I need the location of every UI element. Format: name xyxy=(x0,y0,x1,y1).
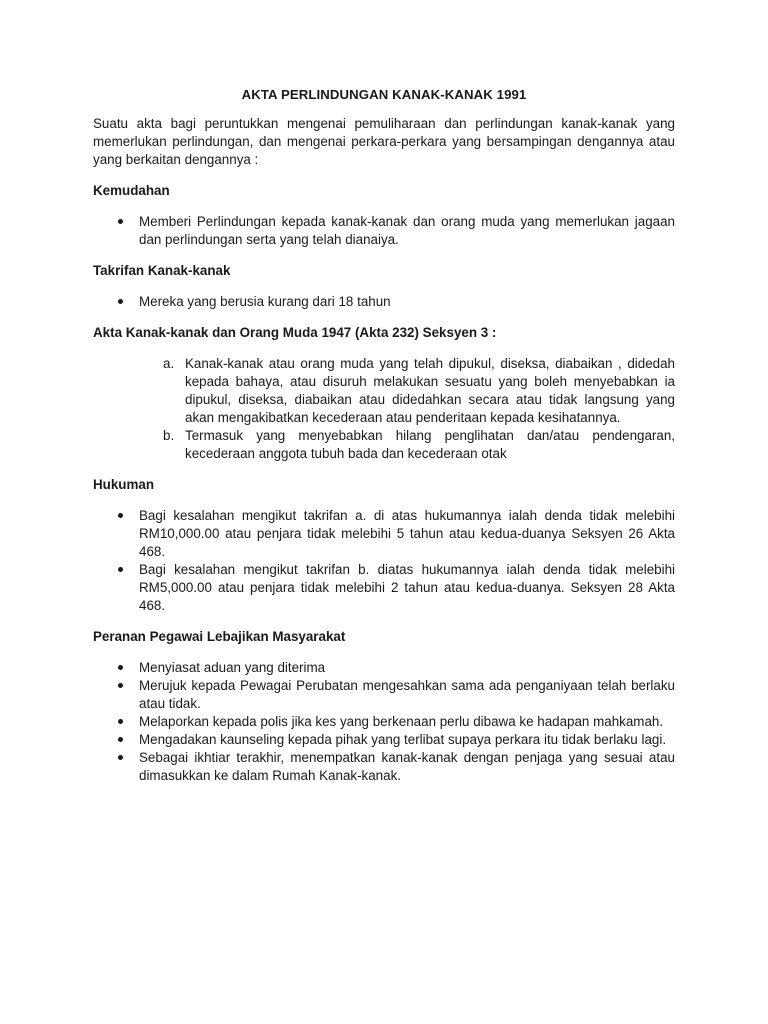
bullet-icon xyxy=(118,567,123,572)
intro-paragraph: Suatu akta bagi peruntukkan mengenai pemuliharaan dan perlindungan kanak-kanak yang memerlukan perlindungan, dan mengenai perkara-perkara yang bersampingan dengannya atau yang berkaitan dengannya : xyxy=(93,116,675,167)
heading-peranan: Peranan Pegawai Lebajikan Masyarakat xyxy=(93,629,346,644)
bullet-icon xyxy=(118,719,123,724)
heading-kemudahan: Kemudahan xyxy=(93,183,170,198)
document-title: AKTA PERLINDUNGAN KANAK-KANAK 1991 xyxy=(241,87,527,102)
heading-takrifan: Takrifan Kanak-kanak xyxy=(93,263,231,278)
list-item: Melaporkan kepada polis jika kes yang berkenaan perlu dibawa ke hadapan mahkamah. xyxy=(93,713,675,731)
list-item: Menyiasat aduan yang diterima xyxy=(93,659,675,677)
list-item: Mengadakan kaunseling kepada pihak yang terlibat supaya perkara itu tidak berlaku lagi. xyxy=(93,731,675,749)
list-item: Bagi kesalahan mengikut takrifan b. diatas hukumannya ialah denda tidak melebihi RM5,000.00 atau penjara tidak melebihi 2 tahun atau kedua-duanya. Seksyen 28 Akta 468. xyxy=(93,561,675,615)
bullet-icon xyxy=(118,513,123,518)
heading-hukuman: Hukuman xyxy=(93,477,155,492)
bullet-icon xyxy=(118,755,123,760)
bullet-icon xyxy=(118,665,123,670)
list-takrifan xyxy=(93,293,675,311)
bullet-icon xyxy=(118,219,123,224)
document-page xyxy=(93,86,675,798)
list-item: Sebagai ikhtiar terakhir, menempatkan kanak-kanak dengan penjaga yang sesuai atau dimasukkan ke dalam Rumah Kanak-kanak. xyxy=(93,749,675,785)
bullet-icon xyxy=(118,737,123,742)
list-item: Mereka yang berusia kurang dari 18 tahun xyxy=(93,293,675,311)
list-item: Bagi kesalahan mengikut takrifan a. di atas hukumannya ialah denda tidak melebihi RM10,000.00 atau penjara tidak melebihi 5 tahun atau kedua-duanya Seksyen 26 Akta 468. xyxy=(93,507,675,561)
bullet-icon xyxy=(118,299,123,304)
list-item: a. Kanak-kanak atau orang muda yang telah dipukul, diseksa, diabaikan , didedah kepada bahaya, atau disuruh melakukan sesuatu yang boleh menyebabkan ia dipukul, diseksa, diabaikan atau didedahkan secara atau tidak langsung yang akan mengakibatkan kecederaan atau penderitaan kepada kesihatannya. xyxy=(163,356,675,425)
list-marker: a. xyxy=(163,356,175,371)
list-peranan xyxy=(93,659,675,785)
list-kemudahan xyxy=(93,213,675,249)
list-item: Merujuk kepada Pewagai Perubatan mengesahkan sama ada penganiyaan telah berlaku atau tidak. xyxy=(93,677,675,713)
list-hukuman xyxy=(93,507,675,615)
bullet-icon xyxy=(118,683,123,688)
list-marker: b. xyxy=(163,428,175,443)
heading-akta: Akta Kanak-kanak dan Orang Muda 1947 (Akta 232) Seksyen 3 : xyxy=(93,325,497,340)
list-item: Memberi Perlindungan kepada kanak-kanak dan orang muda yang memerlukan jagaan dan perlindungan serta yang telah dianaiya. xyxy=(93,213,675,249)
list-item: b. Termasuk yang menyebabkan hilang penglihatan dan/atau pendengaran, kecederaan anggota tubuh bada dan kecederaan otak xyxy=(163,428,675,461)
list-akta xyxy=(93,355,675,463)
